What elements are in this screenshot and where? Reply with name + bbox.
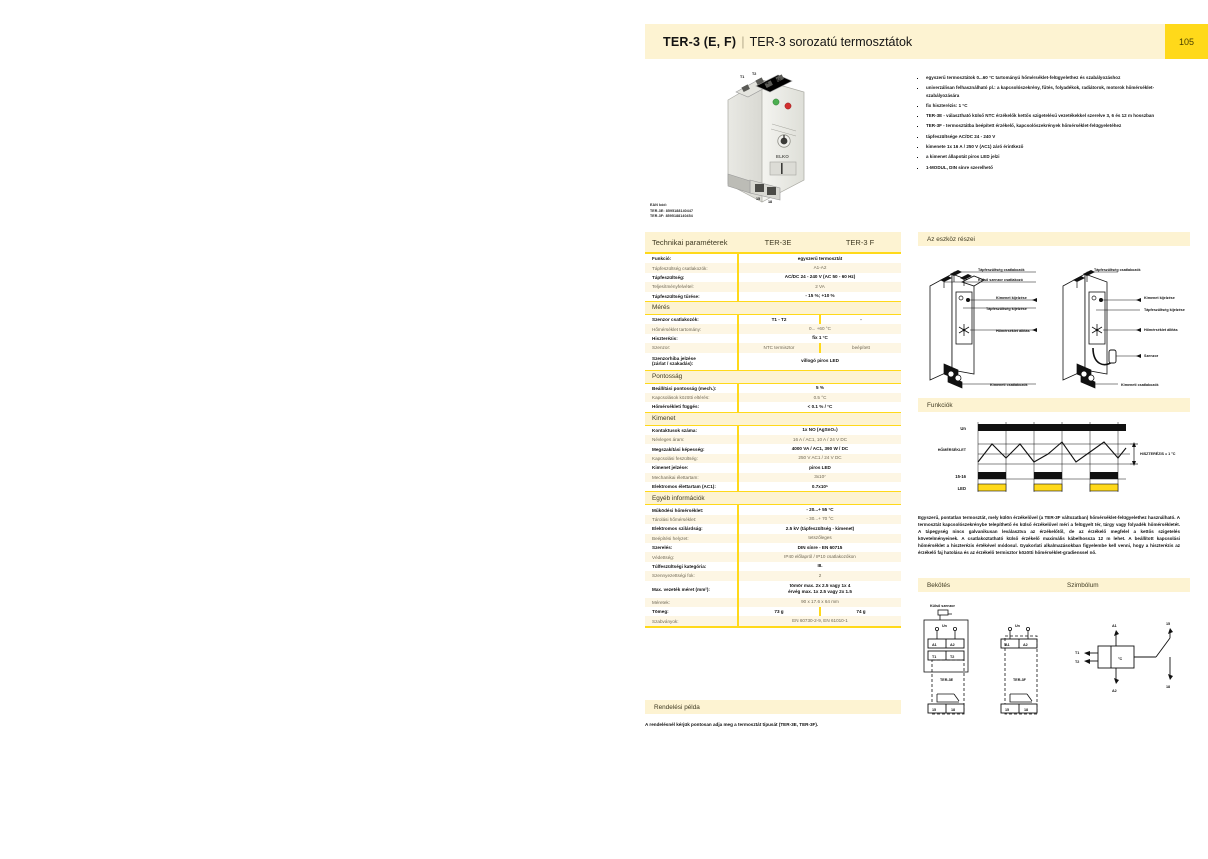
part-label-right-4: Szenzor <box>1144 354 1159 358</box>
svg-text:ELKO: ELKO <box>776 154 789 159</box>
table-row <box>645 353 901 370</box>
table-row <box>645 616 901 625</box>
table-row <box>645 384 901 393</box>
table-row <box>645 463 901 472</box>
table-row-label-line: Mechanikai élettartam: <box>652 474 699 480</box>
table-cell-value: T1 - T2 <box>771 316 787 322</box>
table-header-row <box>645 232 901 254</box>
table-row <box>645 482 901 491</box>
ean-code-block <box>650 203 693 220</box>
feature-item: ▪ kimenete 1x 16 A / 250 V (AC1) záró érintkező <box>926 143 1180 150</box>
header-param-col: Technikai paraméterek <box>652 237 728 247</box>
svg-text:T1: T1 <box>740 75 745 79</box>
table-cell-value: 73 g <box>774 608 784 614</box>
diagram-label-un: Un <box>960 426 966 431</box>
table-row <box>645 292 901 301</box>
table-cell-value: 16 A / AC1, 10 A / 24 V DC <box>792 436 848 442</box>
table-cell-value: - 30...+ 70 °C <box>806 516 834 522</box>
table-section-row <box>645 301 901 315</box>
table-cell-shared <box>737 435 901 444</box>
table-row-label <box>645 482 737 491</box>
table-cell-shared <box>737 282 901 291</box>
table-section-label: Pontosság <box>652 373 683 381</box>
table-row <box>645 534 901 543</box>
wiring-supply-label-f: Un <box>1015 624 1020 628</box>
part-label-left-3: Tápfeszültség kijelzése <box>986 307 1027 311</box>
table-row-label-line: Szenzor: <box>652 345 671 351</box>
table-row-label-line: Kapcsolási feszültség: <box>652 456 698 462</box>
table-cell-shared <box>737 334 901 343</box>
table-row <box>645 571 901 580</box>
functions-title: Funkciók <box>927 401 953 409</box>
feature-item: ▪ TER-3F - termosztátba beépített érzékelő, kapcsolószekrények hőmérséklet-felügyeletéhez <box>926 122 1180 129</box>
table-cell-value: 1x NO (AgSnO₂) <box>802 427 838 433</box>
table-row <box>645 524 901 533</box>
table-row-label <box>645 505 737 514</box>
table-cell-value: NTC termisztor <box>763 344 795 350</box>
table-cell-value: < 0.1 % / °C <box>807 403 833 409</box>
table-row-label-line: Elektromos élettartam (AC1): <box>652 484 716 490</box>
svg-text:A2: A2 <box>776 78 781 82</box>
feature-item: ▪ egyszerű termosztátok 0...60 °C tartományú hőmérséklet-felügyelethez és szabályozáshoz <box>926 74 1180 81</box>
table-row-label <box>645 515 737 524</box>
table-row-label-line: Tárolási hőmérséklet: <box>652 517 697 522</box>
wiring-device-e-label: TER-3E <box>940 678 954 682</box>
table-cell-shared <box>737 473 901 482</box>
table-row <box>645 254 901 263</box>
ordering-example-header <box>645 700 901 714</box>
feature-list <box>918 74 1180 174</box>
table-cell-shared <box>737 384 901 393</box>
page-header-bar <box>645 24 1165 59</box>
table-cell-value: tömör max. 2x 2.5 vagy 1x 4 <box>789 582 851 588</box>
table-cell-value: A1-A2 <box>813 264 827 270</box>
table-row-label-line: Szennyezettségi fok: <box>652 573 695 579</box>
table-row-label <box>645 444 737 453</box>
part-label-left-4: Hőmérséklet állítás <box>996 329 1030 333</box>
table-cell-value: egyszerű termosztát <box>797 255 843 261</box>
symbol-a2: A2 <box>1112 689 1117 693</box>
table-row <box>645 562 901 571</box>
ean-title: EAN kód: <box>650 203 667 207</box>
wiring-header <box>918 578 1190 592</box>
table-cell-ter3f <box>819 343 901 352</box>
table-row-label-line: Tömeg: <box>652 609 669 615</box>
table-cell-shared <box>737 273 901 282</box>
terminal-18-e: 18 <box>951 708 956 712</box>
symbol-out-15: 15 <box>1166 622 1171 626</box>
table-cell-value: villogó piros LED <box>801 357 839 363</box>
symbol-a1: A1 <box>1112 624 1117 628</box>
table-cell-shared <box>737 571 901 580</box>
table-row <box>645 581 901 598</box>
table-row-label <box>645 324 737 333</box>
diagram-label-contact: 15-16 <box>955 474 966 479</box>
table-row <box>645 473 901 482</box>
table-cell-value: DIN sínre - EN 60715 <box>797 544 843 550</box>
table-row-label-line: Kapcsolások közötti eltérés: <box>652 395 710 401</box>
terminal-a1-e: A1 <box>932 643 937 647</box>
table-cell-value: - 20...+ 55 °C <box>806 507 834 513</box>
symbol-t2: T2 <box>1075 660 1080 664</box>
table-row <box>645 515 901 524</box>
table-cell-shared <box>737 543 901 552</box>
table-row-label <box>645 534 737 543</box>
table-row <box>645 282 901 291</box>
diagram-label-hyst: HISZTERÉZIS = 1 °C <box>1140 452 1176 456</box>
table-row-label <box>645 384 737 393</box>
table-row-label <box>645 402 737 411</box>
table-cell-shared <box>737 463 901 472</box>
table-cell-value: 74 g <box>856 608 866 614</box>
part-label-left-2: Kimenet kijelzése <box>996 296 1027 300</box>
table-cell-value: 2.5 kV (tápfeszültség - kimenet) <box>785 525 855 531</box>
table-cell-shared <box>737 552 901 561</box>
svg-text:15: 15 <box>756 197 761 201</box>
table-row-label <box>645 562 737 571</box>
terminal-18-f: 18 <box>1024 708 1029 712</box>
device-parts-diagram <box>918 252 1190 392</box>
part-label-right-5: Kimeneti csatlakozók <box>1121 383 1159 387</box>
table-row <box>645 402 901 411</box>
svg-text:T2: T2 <box>752 72 757 76</box>
header-separator: | <box>741 34 745 49</box>
table-row-label <box>645 435 737 444</box>
table-cell-shared <box>737 598 901 607</box>
table-cell-ter3f <box>819 315 901 324</box>
symbol-temp-label: °C <box>1118 657 1123 661</box>
part-label-right-1: Kimenet kijelzése <box>1144 296 1175 300</box>
table-row-label-line: (zárlat / szakadás): <box>652 361 694 367</box>
table-row <box>645 435 901 444</box>
terminal-t2-e: T2 <box>950 655 955 659</box>
table-cell-value: - 15 %; +10 % <box>805 293 835 299</box>
table-row-label-line: Beállítási pontosság (mech.): <box>652 385 717 391</box>
page-number-badge: 105 <box>1165 24 1208 59</box>
table-row-label <box>645 543 737 552</box>
ean-line: TER-3F: 8595188140454 <box>650 214 693 219</box>
feature-items <box>918 74 1180 171</box>
product-photo <box>700 62 865 207</box>
table-cell-value: 4000 VA / AC1, 390 W / DC <box>791 446 849 452</box>
diagram-label-led: LED <box>957 486 966 491</box>
product-code: TER-3 (E, F) <box>663 34 737 49</box>
table-row-label-line: Túlfeszültségi kategória: <box>652 563 707 569</box>
table-row <box>645 505 901 514</box>
table-row <box>645 552 901 561</box>
table-cell-shared <box>737 393 901 402</box>
table-cell-shared <box>737 263 901 272</box>
table-cell-value: III. <box>817 563 823 569</box>
table-cell-shared <box>737 454 901 463</box>
table-row-label <box>645 581 737 598</box>
table-cell-shared <box>737 353 901 370</box>
table-row <box>645 393 901 402</box>
table-row-label <box>645 598 737 607</box>
table-row-label <box>645 315 737 324</box>
wiring-ext-sensor-label: Külső szenzor <box>930 604 955 608</box>
header-ter3e-col: TER-3E <box>764 237 792 247</box>
table-row-label-line: Teljesítményfelvétel: <box>652 284 694 290</box>
table-row <box>645 543 901 552</box>
table-row-label <box>645 393 737 402</box>
svg-text:18: 18 <box>768 200 773 204</box>
part-label-right-2: Tápfeszültség kijelzése <box>1144 308 1185 312</box>
table-row-label-line: Méretek: <box>652 599 671 605</box>
table-cell-value: IP40 előlapról / IP10 csatlakozókon <box>784 553 856 559</box>
table-row-label <box>645 616 737 625</box>
table-cell-shared <box>737 581 901 598</box>
table-row-label-line: Tápfeszültség tűrése: <box>652 293 700 299</box>
table-row-label <box>645 463 737 472</box>
table-row <box>645 334 901 343</box>
part-label-left-0: Tápfeszültség csatlakozók <box>978 268 1025 272</box>
page-title: TER-3 sorozatú termosztátok <box>749 34 913 49</box>
table-row-label <box>645 454 737 463</box>
table-row-label <box>645 473 737 482</box>
device-parts-header <box>918 232 1190 246</box>
ean-line: TER-3E: 8595188140447 <box>650 208 694 213</box>
table-cell-shared <box>737 562 901 571</box>
table-cell-value: 2 VA <box>815 283 825 289</box>
table-row <box>645 324 901 333</box>
table-row-label-line: Működési hőmérséklet: <box>652 507 704 513</box>
feature-item: ▪ univerzálisan felhasználható pl.: a kapcsolószekrény, fűtés, folyadékok, radiátorok, motorok hőmérséklet-szabályozására <box>926 84 1180 99</box>
header-ter3f-col: TER-3 F <box>845 237 875 247</box>
table-row-label <box>645 353 737 370</box>
table-cell-value: 250 V AC1 / 24 V DC <box>798 455 842 461</box>
table-cell-value: 0.5 °C <box>813 394 827 400</box>
table-row-label-line: Védettség: <box>652 554 675 560</box>
table-row-label-line: Névleges áram: <box>652 437 685 443</box>
table-cell-shared <box>737 444 901 453</box>
terminal-t1-e: T1 <box>932 655 937 659</box>
table-row-label-line: Elektromos szilárdság: <box>652 526 703 532</box>
table-row-label <box>645 273 737 282</box>
terminal-15-e: 15 <box>932 708 937 712</box>
table-row <box>645 315 901 324</box>
table-row-label-line: Funkció: <box>652 256 672 262</box>
wiring-supply-label-e: Un <box>942 624 947 628</box>
function-timing-diagram <box>918 418 1190 498</box>
table-row-label-line: Beépítési helyzet: <box>652 535 689 541</box>
table-cell-shared <box>737 426 901 435</box>
table-cell-shared <box>737 292 901 301</box>
table-row-label-line: Szenzor csatlakozók: <box>652 317 699 323</box>
technical-parameters-table <box>645 232 901 628</box>
table-row-label <box>645 607 737 616</box>
table-row-label-line: Tápfeszültség: <box>652 274 685 280</box>
ordering-example-text: A rendelésnél kérjük pontosan adja meg a termosztát típusát (TER-3E, TER-3F). <box>645 722 819 727</box>
symbol-out-18: 18 <box>1166 685 1171 689</box>
part-label-right-0: Tápfeszültség csatlakozók <box>1094 268 1141 272</box>
table-cell-value: 3x10⁷ <box>814 474 826 480</box>
table-section-row <box>645 412 901 426</box>
table-cell-value: 2 <box>818 572 822 578</box>
terminal-a2-f: A2 <box>1023 643 1028 647</box>
table-section-label: Mérés <box>652 304 670 312</box>
terminal-a1-f: A1 <box>1005 643 1010 647</box>
terminal-a2-e: A2 <box>950 643 955 647</box>
table-row-label-line: Szerelés: <box>652 545 673 551</box>
table-row-label <box>645 571 737 580</box>
functions-description: Egyszerű, pontatlan termosztát, mely külön érzékelővel (a TER-3F változatban) hőmérséklet-felügyelethez használható. A termosztát kapcsolószekrénybe telepíthető és külső érzékelővel méri a felügyelt tér, tárgy vagy folyadék hőmérsékletét. A tápegység nincs galvanikusan leválasztva az érzékelőtől, de az érzékelő megfelel a kettős szigetelés követelményeinek. A csatlakoztatható külső érzékelő maximális kábelhossza 12 m lehet. A beállított kapcsolási hőmérséklet a hiszterézis értékével módosul. Gyakorlati alkalmazásokban figyelembe kell venni, hogy a hiszterézis az érzékelő faj hatolása és az érzékelő termisztor közötti hőmérséklet-gradienssel nő. <box>918 515 1180 556</box>
functions-header <box>918 398 1190 412</box>
table-row-label <box>645 254 737 263</box>
table-row-label <box>645 343 737 352</box>
feature-item: ▪ tápfeszültsége AC/DC 24 - 240 V <box>926 133 1180 140</box>
table-cell-value: 90 x 17.6 x 64 mm <box>801 599 839 605</box>
diagram-label-temp: HŐMÉRSÉKLET <box>937 448 966 452</box>
table-row <box>645 343 901 352</box>
table-section-label: Egyéb információk <box>652 494 705 502</box>
symbol-t1: T1 <box>1075 651 1080 655</box>
table-cell-value: EN 60730-2-9, EN 61010-1 <box>792 617 848 623</box>
table-row-label <box>645 292 737 301</box>
part-label-left-1: Külső szenzor csatlakozó <box>978 278 1023 282</box>
table-cell-shared <box>737 254 901 263</box>
table-row <box>645 444 901 453</box>
table-section-row <box>645 370 901 384</box>
table-row-label-line: Megszakítási képesség: <box>652 446 705 452</box>
table-row-label <box>645 263 737 272</box>
table-cell-value: - <box>860 316 862 322</box>
feature-item: ▪ a kimenet állapotát piros LED jelzi <box>926 153 1180 160</box>
table-row <box>645 607 901 616</box>
svg-text:A1: A1 <box>764 81 769 85</box>
table-section-row <box>645 491 901 505</box>
wiring-device-f-label: TER-3F <box>1013 678 1026 682</box>
table-cell-value: tetszőleges <box>808 535 832 541</box>
table-cell-shared <box>737 515 901 524</box>
table-cell-ter3e <box>737 343 819 352</box>
table-row <box>645 598 901 607</box>
ordering-example-title: Rendelési példa <box>654 703 700 711</box>
table-row-label-line: Tápfeszültség csatlakozók: <box>652 265 708 271</box>
wiring-title: Bekötés <box>927 581 951 589</box>
table-cell-value: piros LED <box>809 464 831 470</box>
table-row-label <box>645 282 737 291</box>
table-row <box>645 263 901 272</box>
table-row-label <box>645 334 737 343</box>
table-cell-shared <box>737 616 901 625</box>
table-row-label-line: Hőmérséklet tartomány: <box>652 326 702 332</box>
table-cell-ter3f <box>819 607 901 616</box>
feature-item: ▪ 1-MODUL, DIN sínre szerelhető <box>926 164 1180 171</box>
table-bottom-rule <box>645 626 901 628</box>
table-cell-shared <box>737 505 901 514</box>
table-cell-shared <box>737 524 901 533</box>
table-row-label <box>645 552 737 561</box>
feature-item: ▪ TER-3E - választható külső NTC érzékelők kettős szigetelésű vezetékekkel szerelve 3, 6 és 12 m hosszban <box>926 112 1180 119</box>
part-label-left-5: Kimeneti csatlakozók <box>990 383 1028 387</box>
table-cell-value: fix 1 °C <box>812 335 828 341</box>
table-row-label-line: Kimenet jelzése: <box>652 465 689 471</box>
table-cell-value: AC/DC 24 - 240 V (AC 50 - 60 Hz) <box>784 274 856 280</box>
table-row <box>645 273 901 282</box>
table-body <box>645 254 901 626</box>
feature-item: ▪ fix hiszterézis: 1 °C <box>926 102 1180 109</box>
table-row-label-line: Kontaktusok száma: <box>652 427 698 433</box>
table-cell-ter3e <box>737 315 819 324</box>
table-cell-value: 0... +60 °C <box>809 325 831 331</box>
wiring-diagram <box>918 598 1190 730</box>
table-row-label-line: Hiszterézis: <box>652 335 678 341</box>
table-row <box>645 454 901 463</box>
table-cell-shared <box>737 534 901 543</box>
table-row-label-line: Szenzorhiba jelzése <box>652 356 696 362</box>
table-cell-value: beépített <box>852 344 870 350</box>
table-cell-shared <box>737 324 901 333</box>
table-cell-ter3e <box>737 607 819 616</box>
table-cell-shared <box>737 482 901 491</box>
table-row-label-line: Szabványok: <box>652 618 679 624</box>
symbol-title: Szimbólum <box>1067 581 1099 589</box>
table-row-label-line: Hőmérsékleti függés: <box>652 404 700 410</box>
device-parts-title: Az eszköz részei <box>927 235 975 243</box>
table-cell-value: 0.7x10⁵ <box>811 483 829 489</box>
table-row-label-line: Max. vezeték méret (mm²): <box>652 586 710 592</box>
table-row <box>645 426 901 435</box>
table-cell-value: érvég max. 1x 2.5 vagy 2x 1.5 <box>788 589 852 595</box>
terminal-15-f: 15 <box>1005 708 1010 712</box>
table-row-label <box>645 524 737 533</box>
table-cell-value: 5 % <box>816 385 824 391</box>
table-cell-shared <box>737 402 901 411</box>
part-label-right-3: Hőmérséklet állítás <box>1144 328 1178 332</box>
table-row-label <box>645 426 737 435</box>
table-section-label: Kimenet <box>652 415 676 423</box>
